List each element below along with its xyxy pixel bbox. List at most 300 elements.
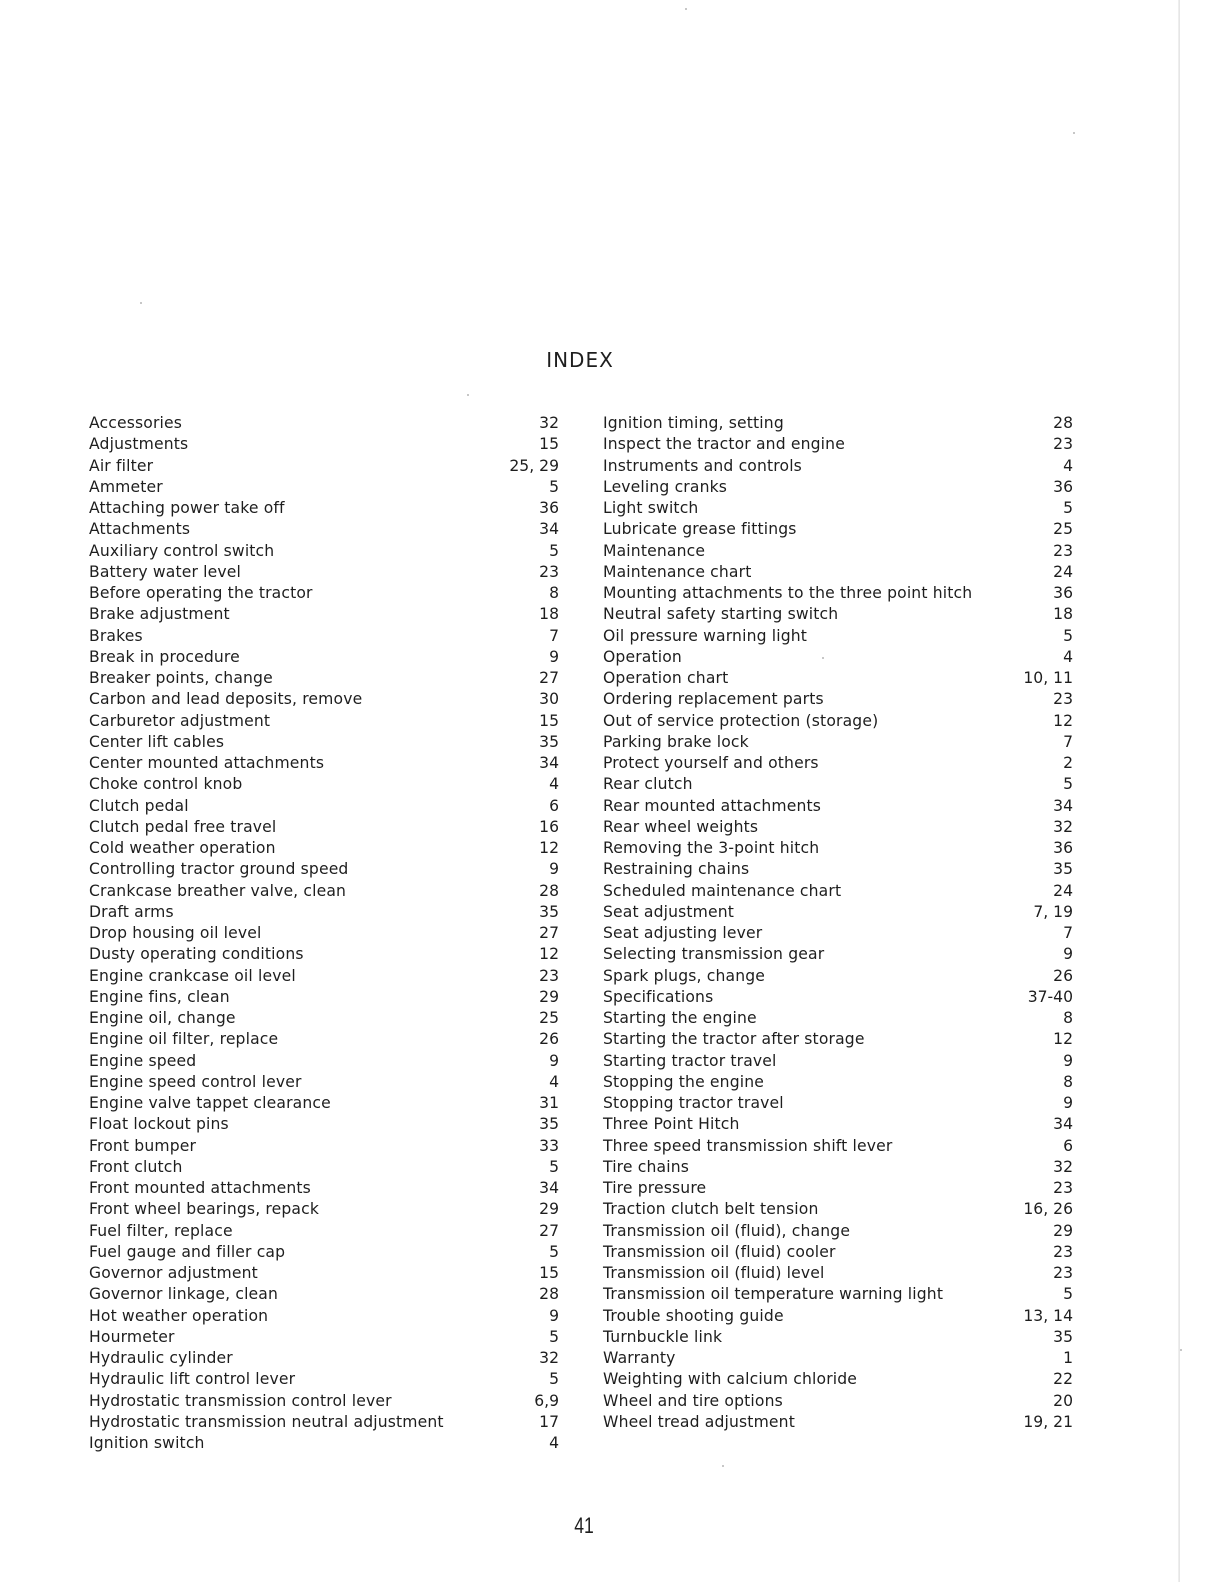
index-entry	[603, 987, 1073, 1008]
index-entry	[89, 689, 559, 710]
index-term: Parking brake lock	[603, 732, 749, 751]
index-page-ref: 13, 14	[1023, 1306, 1073, 1325]
index-term: Inspect the tractor and engine	[603, 435, 845, 454]
index-entry	[603, 1008, 1073, 1029]
index-entry	[603, 923, 1073, 944]
index-term: Engine speed control lever	[89, 1072, 302, 1091]
index-entry	[89, 1008, 559, 1029]
index-entry	[89, 732, 559, 753]
index-page-ref: 9	[549, 647, 559, 666]
index-term: Cold weather operation	[89, 839, 276, 857]
index-entry	[603, 562, 1073, 583]
index-term: Hydrostatic transmission control lever	[89, 1391, 392, 1410]
index-entry	[603, 732, 1073, 753]
index-term: Operation	[603, 647, 682, 666]
index-term: Stopping tractor travel	[603, 1094, 784, 1112]
index-term: Clutch pedal free travel	[89, 817, 277, 836]
index-term: Front bumper	[89, 1136, 197, 1155]
index-term: Float lockout pins	[89, 1115, 229, 1134]
index-entry	[89, 413, 559, 434]
index-page-ref: 32	[1053, 817, 1073, 836]
index-term: Light switch	[603, 499, 699, 517]
index-entry	[89, 923, 559, 944]
index-page-ref: 5	[549, 477, 559, 496]
index-term: Three Point Hitch	[603, 1115, 740, 1134]
index-entry	[89, 711, 559, 732]
index-page-ref: 36	[1053, 839, 1073, 857]
index-entry	[89, 1242, 559, 1263]
index-term: Controlling tractor ground speed	[89, 860, 349, 879]
index-term: Carburetor adjustment	[89, 711, 271, 730]
index-page-ref: 5	[549, 1157, 559, 1176]
index-term: Lubricate grease fittings	[603, 520, 797, 539]
index-page-ref: 9	[1063, 945, 1073, 964]
index-page-ref: 9	[549, 860, 559, 879]
index-page-ref: 35	[539, 902, 559, 921]
index-entry	[603, 1136, 1073, 1157]
index-page-ref: 25	[1053, 520, 1073, 539]
index-page-ref: 29	[539, 1200, 559, 1219]
index-entry	[603, 541, 1073, 562]
index-term: Trouble shooting guide	[603, 1306, 784, 1325]
index-term: Engine oil filter, replace	[89, 1030, 279, 1049]
index-term: Hot weather operation	[89, 1306, 269, 1325]
index-term: Attaching power take off	[89, 499, 285, 517]
index-entry	[89, 1327, 559, 1348]
index-page-ref: 29	[1053, 1221, 1073, 1240]
index-term: Wheel and tire options	[603, 1391, 783, 1410]
index-page-ref: 12	[539, 945, 559, 964]
index-term: Front wheel bearings, repack	[89, 1200, 320, 1219]
index-title: INDEX	[546, 348, 614, 372]
index-term: Warranty	[603, 1349, 676, 1367]
index-term: Transmission oil temperature warning light	[603, 1285, 944, 1304]
index-page-ref: 23	[1053, 690, 1073, 709]
index-entry	[603, 1199, 1073, 1220]
index-page-ref: 28	[539, 881, 559, 900]
index-term: Oil pressure warning light	[603, 626, 808, 645]
index-term: Weighting with calcium chloride	[603, 1370, 858, 1389]
scan-speck	[685, 8, 687, 10]
index-page-ref: 15	[539, 1264, 559, 1282]
index-page-ref: 8	[1063, 1072, 1073, 1091]
index-page-ref: 32	[539, 1349, 559, 1367]
index-term: Attachments	[89, 520, 191, 539]
index-page-ref: 34	[1053, 1115, 1073, 1134]
index-term: Scheduled maintenance chart	[603, 881, 842, 900]
index-page-ref: 5	[1063, 626, 1073, 645]
index-entry	[603, 1327, 1073, 1348]
index-page-ref: 7	[1063, 924, 1073, 942]
index-page-ref: 10, 11	[1023, 669, 1073, 687]
index-right-column	[603, 413, 1073, 1433]
index-entry	[89, 1199, 559, 1220]
index-term: Wheel tread adjustment	[603, 1412, 795, 1431]
index-term: Before operating the tractor	[89, 584, 313, 602]
index-entry	[89, 1093, 559, 1114]
index-entry	[603, 456, 1073, 477]
index-term: Transmission oil (fluid) cooler	[603, 1242, 836, 1261]
index-term: Air filter	[89, 456, 154, 475]
index-entry	[603, 498, 1073, 519]
index-entry	[89, 796, 559, 817]
index-term: Spark plugs, change	[603, 966, 766, 985]
index-entry	[89, 1306, 559, 1327]
index-term: Tire chains	[603, 1157, 689, 1176]
index-term: Fuel filter, replace	[89, 1221, 233, 1240]
index-page-ref: 2	[1063, 754, 1073, 772]
index-page-ref: 18	[539, 605, 559, 624]
index-page-ref: 36	[539, 499, 559, 517]
index-entry	[603, 944, 1073, 965]
index-page-ref: 31	[539, 1094, 559, 1112]
index-entry	[603, 413, 1073, 434]
index-page-ref: 35	[1053, 860, 1073, 879]
index-entry	[603, 1178, 1073, 1199]
index-page-ref: 19, 21	[1023, 1412, 1073, 1431]
index-term: Accessories	[89, 414, 183, 432]
index-term: Adjustments	[89, 435, 189, 454]
index-page-ref: 23	[539, 562, 559, 581]
index-page-ref: 12	[539, 839, 559, 857]
index-term: Draft arms	[89, 902, 174, 921]
index-entry	[89, 1221, 559, 1242]
index-entry	[89, 604, 559, 625]
index-entry	[89, 1391, 559, 1412]
index-entry	[89, 647, 559, 668]
index-entry	[89, 456, 559, 477]
index-page-ref: 6	[1063, 1136, 1073, 1155]
index-page-ref: 4	[1063, 456, 1073, 475]
index-entry	[603, 1029, 1073, 1050]
index-entry	[603, 1114, 1073, 1135]
index-term: Specifications	[603, 987, 714, 1006]
index-term: Maintenance chart	[603, 562, 752, 581]
index-entry	[89, 987, 559, 1008]
index-entry	[603, 753, 1073, 774]
index-entry	[89, 859, 559, 880]
index-term: Choke control knob	[89, 775, 243, 794]
index-entry	[89, 562, 559, 583]
index-page-ref: 12	[1053, 1030, 1073, 1049]
index-page-ref: 20	[1053, 1391, 1073, 1410]
index-entry	[603, 1391, 1073, 1412]
index-term: Maintenance	[603, 541, 706, 560]
index-page-ref: 7	[1063, 732, 1073, 751]
index-page-ref: 23	[1053, 1242, 1073, 1261]
index-entry	[603, 647, 1073, 668]
index-term: Engine oil, change	[89, 1009, 236, 1027]
index-entry	[89, 1051, 559, 1072]
index-term: Ammeter	[89, 477, 163, 496]
index-page-ref: 5	[1063, 499, 1073, 517]
index-term: Traction clutch belt tension	[603, 1200, 819, 1219]
index-term: Hydraulic cylinder	[89, 1349, 233, 1367]
index-page-ref: 24	[1053, 881, 1073, 900]
index-entry	[89, 774, 559, 795]
index-term: Clutch pedal	[89, 796, 189, 815]
index-term: Mounting attachments to the three point hitch	[603, 584, 973, 602]
index-page-ref: 5	[549, 541, 559, 560]
index-term: Front mounted attachments	[89, 1179, 311, 1197]
index-entry	[89, 1433, 559, 1454]
index-entry	[603, 1284, 1073, 1305]
index-entry	[89, 1136, 559, 1157]
index-page-ref: 1	[1063, 1349, 1073, 1367]
index-page-ref: 35	[539, 1115, 559, 1134]
index-page-ref: 9	[549, 1306, 559, 1325]
index-entry	[89, 1348, 559, 1369]
index-page-ref: 27	[539, 669, 559, 687]
index-entry	[603, 796, 1073, 817]
index-page-ref: 4	[549, 1434, 559, 1452]
scan-speck	[1073, 132, 1075, 134]
index-page-ref: 18	[1053, 605, 1073, 624]
index-left-column	[89, 413, 559, 1454]
index-page-ref: 6,9	[534, 1391, 559, 1410]
index-term: Stopping the engine	[603, 1072, 765, 1091]
index-entry	[89, 1412, 559, 1433]
index-page-ref: 8	[549, 584, 559, 602]
index-term: Neutral safety starting switch	[603, 605, 839, 624]
index-entry	[89, 1114, 559, 1135]
index-entry	[603, 626, 1073, 647]
index-term: Crankcase breather valve, clean	[89, 881, 347, 900]
index-page-ref: 5	[549, 1327, 559, 1346]
index-page-ref: 32	[539, 414, 559, 432]
index-term: Transmission oil (fluid) level	[603, 1264, 825, 1282]
index-entry	[603, 817, 1073, 838]
index-entry	[603, 668, 1073, 689]
index-page-ref: 7	[549, 626, 559, 645]
index-term: Ignition timing, setting	[603, 414, 784, 432]
index-entry	[89, 817, 559, 838]
index-term: Turnbuckle link	[603, 1327, 723, 1346]
scan-page-edge	[1178, 0, 1180, 1582]
index-page-ref: 6	[549, 796, 559, 815]
index-entry	[89, 1284, 559, 1305]
index-entry	[603, 519, 1073, 540]
index-term: Seat adjustment	[603, 902, 735, 921]
index-entry	[603, 838, 1073, 859]
index-entry	[603, 774, 1073, 795]
index-entry	[89, 753, 559, 774]
index-entry	[603, 966, 1073, 987]
index-term: Battery water level	[89, 562, 241, 581]
index-page-ref: 9	[549, 1051, 559, 1070]
index-term: Ordering replacement parts	[603, 690, 824, 709]
index-term: Operation chart	[603, 669, 729, 687]
index-entry	[603, 1348, 1073, 1369]
index-term: Rear mounted attachments	[603, 796, 822, 815]
index-entry	[603, 1221, 1073, 1242]
index-page-ref: 23	[539, 966, 559, 985]
index-entry	[89, 1029, 559, 1050]
index-entry	[603, 434, 1073, 455]
index-entry	[89, 477, 559, 498]
index-term: Starting the tractor after storage	[603, 1030, 865, 1049]
index-term: Rear wheel weights	[603, 817, 759, 836]
index-term: Transmission oil (fluid), change	[603, 1221, 851, 1240]
index-entry	[603, 1369, 1073, 1390]
index-page-ref: 17	[539, 1412, 559, 1431]
index-page-ref: 23	[1053, 1179, 1073, 1197]
index-term: Dusty operating conditions	[89, 945, 304, 964]
index-entry	[603, 859, 1073, 880]
index-page-ref: 24	[1053, 562, 1073, 581]
index-entry	[603, 1157, 1073, 1178]
index-page-ref: 36	[1053, 584, 1073, 602]
index-page-ref: 15	[539, 435, 559, 454]
index-term: Engine speed	[89, 1051, 197, 1070]
index-term: Selecting transmission gear	[603, 945, 825, 964]
index-page-ref: 30	[539, 690, 559, 709]
index-entry	[603, 1072, 1073, 1093]
index-page-ref: 27	[539, 924, 559, 942]
index-page-ref: 25, 29	[509, 456, 559, 475]
index-page-ref: 5	[1063, 1285, 1073, 1304]
index-entry	[89, 668, 559, 689]
index-page-ref: 35	[1053, 1327, 1073, 1346]
index-term: Protect yourself and others	[603, 754, 819, 772]
index-page-ref: 25	[539, 1009, 559, 1027]
index-page-ref: 8	[1063, 1009, 1073, 1027]
index-term: Three speed transmission shift lever	[603, 1136, 893, 1155]
index-term: Leveling cranks	[603, 477, 728, 496]
index-entry	[603, 1306, 1073, 1327]
index-entry	[89, 434, 559, 455]
scan-speck	[140, 302, 142, 304]
scan-speck	[722, 1465, 724, 1467]
index-entry	[89, 902, 559, 923]
index-entry	[603, 1051, 1073, 1072]
index-page-ref: 32	[1053, 1157, 1073, 1176]
index-term: Governor adjustment	[89, 1264, 258, 1282]
index-term: Brake adjustment	[89, 605, 230, 624]
index-entry	[603, 477, 1073, 498]
index-entry	[603, 881, 1073, 902]
index-term: Brakes	[89, 626, 143, 645]
index-term: Instruments and controls	[603, 456, 802, 475]
index-entry	[89, 838, 559, 859]
index-term: Governor linkage, clean	[89, 1285, 279, 1304]
index-page-ref: 9	[1063, 1094, 1073, 1112]
index-term: Auxiliary control switch	[89, 541, 275, 560]
index-page-ref: 29	[539, 987, 559, 1006]
index-page-ref: 23	[1053, 435, 1073, 454]
index-term: Center lift cables	[89, 732, 225, 751]
scan-speck	[467, 394, 469, 396]
index-entry	[89, 519, 559, 540]
index-entry	[89, 1157, 559, 1178]
index-term: Removing the 3-point hitch	[603, 839, 820, 857]
index-page-ref: 26	[1053, 966, 1073, 985]
index-term: Engine valve tappet clearance	[89, 1094, 331, 1112]
index-entry	[89, 1178, 559, 1199]
index-entry	[603, 711, 1073, 732]
index-term: Break in procedure	[89, 647, 240, 666]
index-entry	[89, 1263, 559, 1284]
index-page-ref: 23	[1053, 1264, 1073, 1282]
index-entry	[89, 881, 559, 902]
index-term: Restraining chains	[603, 860, 750, 879]
index-term: Seat adjusting lever	[603, 924, 763, 942]
index-entry	[89, 626, 559, 647]
index-page-ref: 5	[549, 1370, 559, 1389]
index-term: Out of service protection (storage)	[603, 711, 879, 730]
index-page-ref: 34	[539, 1179, 559, 1197]
index-page-ref: 23	[1053, 541, 1073, 560]
index-entry	[603, 1093, 1073, 1114]
index-entry	[89, 583, 559, 604]
index-entry	[603, 902, 1073, 923]
index-page-ref: 28	[539, 1285, 559, 1304]
index-page-ref: 34	[1053, 796, 1073, 815]
index-page-ref: 15	[539, 711, 559, 730]
index-term: Ignition switch	[89, 1434, 205, 1452]
index-entry	[89, 966, 559, 987]
index-page-ref: 4	[549, 775, 559, 794]
index-page-ref: 4	[1063, 647, 1073, 666]
index-entry	[603, 689, 1073, 710]
index-page-ref: 34	[539, 754, 559, 772]
index-term: Engine fins, clean	[89, 987, 230, 1006]
index-entry	[89, 1072, 559, 1093]
index-page-ref: 34	[539, 520, 559, 539]
index-page-ref: 28	[1053, 414, 1073, 432]
index-page-ref: 9	[1063, 1051, 1073, 1070]
index-term: Drop housing oil level	[89, 924, 262, 942]
scan-speck	[1180, 1349, 1182, 1351]
index-term: Front clutch	[89, 1157, 183, 1176]
index-page-ref: 4	[549, 1072, 559, 1091]
index-page-ref: 7, 19	[1033, 902, 1073, 921]
index-term: Starting the engine	[603, 1009, 757, 1027]
index-page-ref: 16	[539, 817, 559, 836]
index-entry	[603, 1263, 1073, 1284]
index-page-ref: 12	[1053, 711, 1073, 730]
index-entry	[89, 541, 559, 562]
index-entry	[603, 583, 1073, 604]
index-entry	[89, 944, 559, 965]
index-entry	[89, 498, 559, 519]
index-term: Carbon and lead deposits, remove	[89, 690, 363, 709]
index-page-ref: 5	[549, 1242, 559, 1261]
index-entry	[603, 1242, 1073, 1263]
page-number: 41	[574, 1513, 594, 1538]
index-entry	[89, 1369, 559, 1390]
index-page-ref: 27	[539, 1221, 559, 1240]
index-term: Rear clutch	[603, 775, 693, 794]
index-page-ref: 35	[539, 732, 559, 751]
index-page-ref: 16, 26	[1023, 1200, 1073, 1219]
index-term: Fuel gauge and filler cap	[89, 1242, 286, 1261]
index-term: Starting tractor travel	[603, 1051, 777, 1070]
index-term: Tire pressure	[603, 1179, 707, 1197]
index-term: Center mounted attachments	[89, 754, 325, 772]
index-term: Hourmeter	[89, 1327, 175, 1346]
index-page-ref: 5	[1063, 775, 1073, 794]
index-entry	[603, 1412, 1073, 1433]
index-page-ref: 37-40	[1027, 987, 1073, 1006]
index-term: Breaker points, change	[89, 669, 273, 687]
index-page-ref: 36	[1053, 477, 1073, 496]
index-term: Engine crankcase oil level	[89, 966, 296, 985]
index-page-ref: 26	[539, 1030, 559, 1049]
index-page-ref: 22	[1053, 1370, 1073, 1389]
index-page-ref: 33	[539, 1136, 559, 1155]
index-term: Hydrostatic transmission neutral adjustment	[89, 1412, 444, 1431]
